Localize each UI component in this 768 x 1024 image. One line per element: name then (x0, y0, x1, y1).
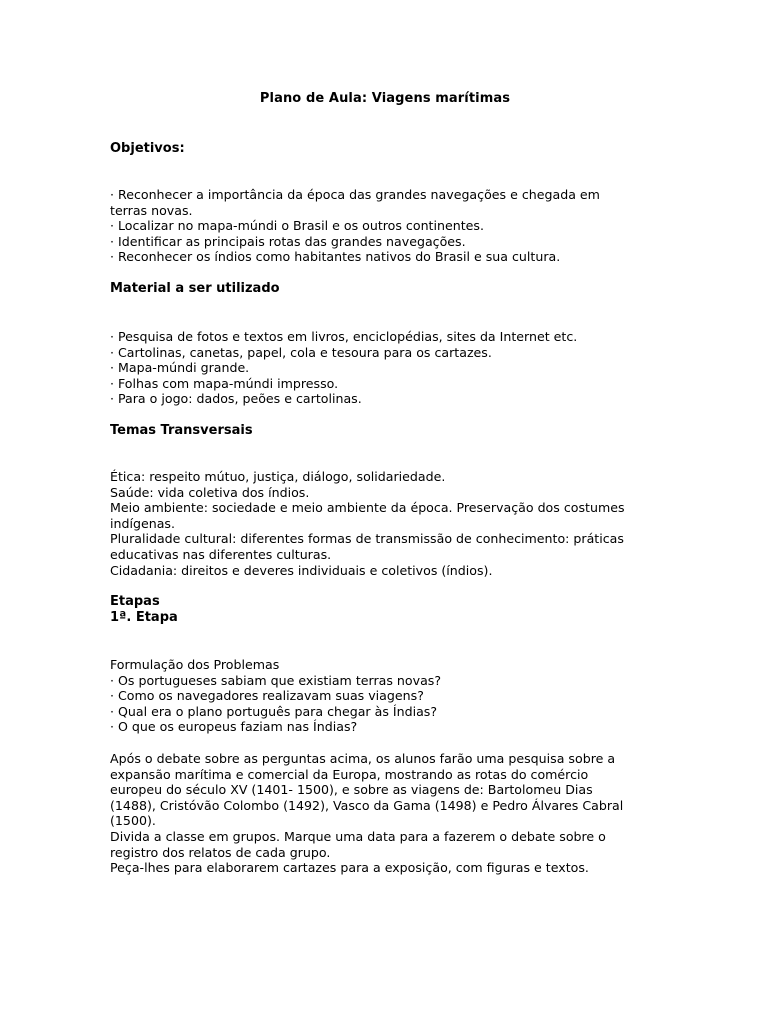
list-item: · O que os europeus faziam nas Índias? (110, 719, 358, 735)
list-item: · Localizar no mapa-múndi o Brasil e os outros continentes. (110, 218, 484, 234)
list-item: · Qual era o plano português para chegar às Índias? (110, 703, 438, 719)
list-item: · Mapa-múndi grande. (110, 360, 250, 376)
paragraph: Após o debate sobre as perguntas acima, os alunos farão uma pesquisa sobre a expansão marítima e comercial da Europa, mostrando as rotas do comércio europeu do século XV (1401- 1500), e sobre as viagens de: Bartolomeu Dias (1488), Cristóvão Colombo (1492), Vasco da Gama (1498) e Pedro Álvares Cabral (1500). (110, 751, 624, 829)
etapa-paragraphs (110, 751, 640, 876)
objetivos-heading: Objetivos: (110, 141, 185, 156)
material-heading: Material a ser utilizado (110, 281, 280, 296)
list-item: · Identificar as principais rotas das grandes navegações. (110, 233, 466, 249)
list-item: · Cartolinas, canetas, papel, cola e tesoura para os cartazes. (110, 344, 492, 360)
list-item: · Folhas com mapa-múndi impresso. (110, 375, 339, 391)
paragraph: Peça-lhes para elaborarem cartazes para a exposição, com figuras e textos. (110, 860, 589, 876)
list-item: · Pesquisa de fotos e textos em livros, enciclopédias, sites da Internet etc. (110, 329, 578, 344)
list-item: · Reconhecer a importância da época das grandes navegações e chegada em terras novas. (110, 187, 600, 218)
list-item: · Para o jogo: dados, peões e cartolinas. (110, 391, 362, 407)
list-item: Meio ambiente: sociedade e meio ambiente da época. Preservação dos costumes indígenas. (110, 500, 625, 531)
list-item: · Reconhecer os índios como habitantes nativos do Brasil e sua cultura. (110, 249, 561, 265)
material-list (110, 329, 640, 407)
list-item: Ética: respeito mútuo, justiça, diálogo, solidariedade. (110, 469, 446, 484)
list-item: Pluralidade cultural: diferentes formas de transmissão de conhecimento: práticas educativas nas diferentes culturas. (110, 531, 624, 562)
list-item: · Os portugueses sabiam que existiam terras novas? (110, 672, 442, 688)
objetivos-list (110, 187, 640, 265)
list-item: Cidadania: direitos e deveres individuais e coletivos (índios). (110, 562, 493, 578)
etapas-heading: Etapas (110, 594, 160, 609)
list-item: · Como os navegadores realizavam suas viagens? (110, 688, 424, 704)
temas-list (110, 469, 640, 578)
temas-heading: Temas Transversais (110, 423, 253, 438)
list-item: Saúde: vida coletiva dos índios. (110, 484, 310, 500)
problemas-title: Formulação dos Problemas (110, 657, 280, 672)
problemas-list (110, 657, 640, 735)
paragraph: Divida a classe em grupos. Marque uma data para a fazerem o debate sobre o registro dos relatos de cada grupo. (110, 828, 606, 860)
etapa-1-subheading: 1ª. Etapa (110, 610, 178, 625)
document-title: Plano de Aula: Viagens marítimas (259, 91, 511, 106)
